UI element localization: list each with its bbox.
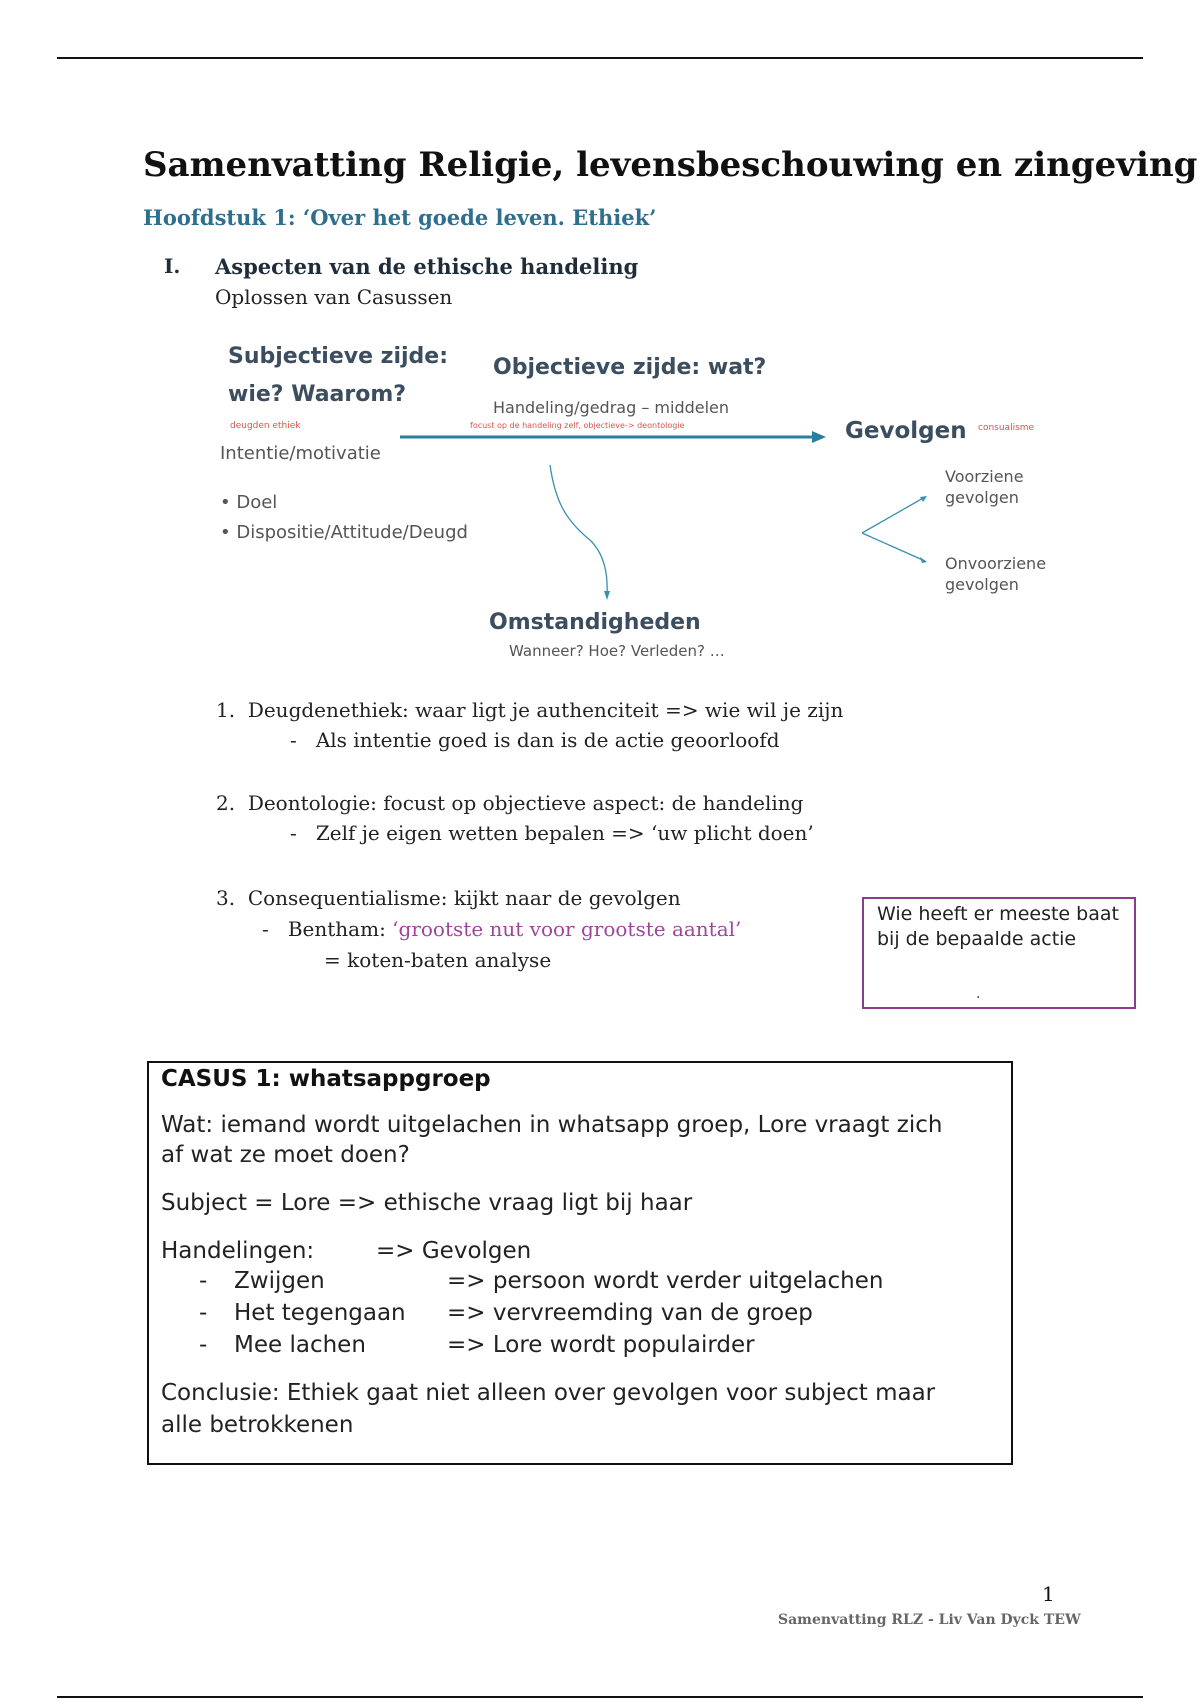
- action-result: => vervreemding van de groep: [447, 1300, 813, 1326]
- intention-label: Intentie/motivatie: [220, 443, 381, 464]
- objective-note: focust op de handeling zelf, objectieve-> deontologie: [470, 421, 685, 430]
- consequences-label: Gevolgen: [845, 418, 967, 444]
- circumstances-subtext: Wanneer? Hoe? Verleden? …: [509, 642, 725, 660]
- casus-what-2: af wat ze moet doen?: [161, 1142, 410, 1168]
- unforeseen-consequences: Onvoorziene gevolgen: [945, 554, 1047, 594]
- list-item: 2. Deontologie: focust op objectieve aspect: de handeling: [216, 791, 804, 815]
- action-dash: -: [199, 1300, 208, 1326]
- note-dot: .: [976, 986, 981, 1002]
- action-result: => persoon wordt verder uitgelachen: [447, 1268, 884, 1294]
- foreseen-branch: [862, 497, 925, 533]
- list-item: 1. Deugdenethiek: waar ligt je authenciteit => wie wil je zijn: [216, 698, 844, 722]
- action-label: Het tegengaan: [234, 1300, 406, 1326]
- subjective-heading-2: wie? Waarom?: [228, 382, 407, 407]
- list-subitem: - Bentham: ‘grootste nut voor grootste aantal’: [262, 917, 742, 941]
- bullet-dispositie: • Dispositie/Attitude/Deugd: [220, 522, 468, 543]
- action-label: Mee lachen: [234, 1332, 366, 1358]
- bullet-doel: • Doel: [220, 492, 278, 513]
- circumstances-label: Omstandigheden: [489, 610, 701, 635]
- list-subitem: - Als intentie goed is dan is de actie geoorloofd: [290, 728, 780, 752]
- page-title: Samenvatting Religie, levensbeschouwing en zingeving: [143, 145, 1198, 185]
- action-label: Zwijgen: [234, 1268, 325, 1294]
- list-item: 3. Consequentialisme: kijkt naar de gevolgen: [216, 886, 681, 910]
- circumstances-curve: [550, 465, 607, 595]
- action-dash: -: [199, 1268, 208, 1294]
- section-numeral: I.: [164, 254, 181, 278]
- list-subitem: - Zelf je eigen wetten bepalen => ‘uw plicht doen’: [290, 821, 814, 845]
- unforeseen-branch: [862, 533, 925, 561]
- subjective-heading-1: Subjectieve zijde:: [228, 344, 449, 369]
- objective-subtext: Handeling/gedrag – middelen: [493, 398, 730, 417]
- page-number: 1: [1042, 1582, 1055, 1606]
- section-title: Aspecten van de ethische handeling: [215, 254, 639, 279]
- subjective-note: deugden ethiek: [230, 421, 301, 431]
- action-dash: -: [199, 1332, 208, 1358]
- section-subtitle: Oplossen van Casussen: [215, 285, 453, 309]
- casus-actions-label: Handelingen:: [161, 1238, 315, 1264]
- objective-heading: Objectieve zijde: wat?: [493, 355, 767, 380]
- note-text: Wie heeft er meeste baat bij de bepaalde actie: [877, 903, 1119, 950]
- action-result: => Lore wordt populairder: [447, 1332, 755, 1358]
- casus-subject: Subject = Lore => ethische vraag ligt bij haar: [161, 1190, 693, 1216]
- casus-conclusion-2: alle betrokkenen: [161, 1412, 354, 1438]
- casus-conclusion-1: Conclusie: Ethiek gaat niet alleen over gevolgen voor subject maar: [161, 1380, 936, 1406]
- diagram-arrows: [0, 0, 1200, 700]
- footer-text: Samenvatting RLZ - Liv Van Dyck TEW: [778, 1612, 1081, 1628]
- circumstances-arrow-head: [604, 591, 610, 600]
- casus-actions-result-label: => Gevolgen: [376, 1238, 532, 1264]
- casus-title: CASUS 1: whatsappgroep: [161, 1066, 491, 1092]
- list-subitem-2: = koten-baten analyse: [324, 948, 552, 972]
- chapter-heading: Hoofdstuk 1: ‘Over het goede leven. Ethiek’: [143, 205, 657, 230]
- main-arrow-head: [812, 431, 826, 443]
- bottom-rule: [57, 1696, 1143, 1698]
- unforeseen-branch-head: [920, 557, 927, 563]
- consequences-note: consualisme: [978, 423, 1035, 433]
- bentham-quote: ‘grootste nut voor grootste aantal’: [392, 917, 742, 941]
- casus-what-1: Wat: iemand wordt uitgelachen in whatsapp groep, Lore vraagt zich: [161, 1112, 943, 1138]
- foreseen-consequences: Voorziene gevolgen: [945, 467, 1024, 507]
